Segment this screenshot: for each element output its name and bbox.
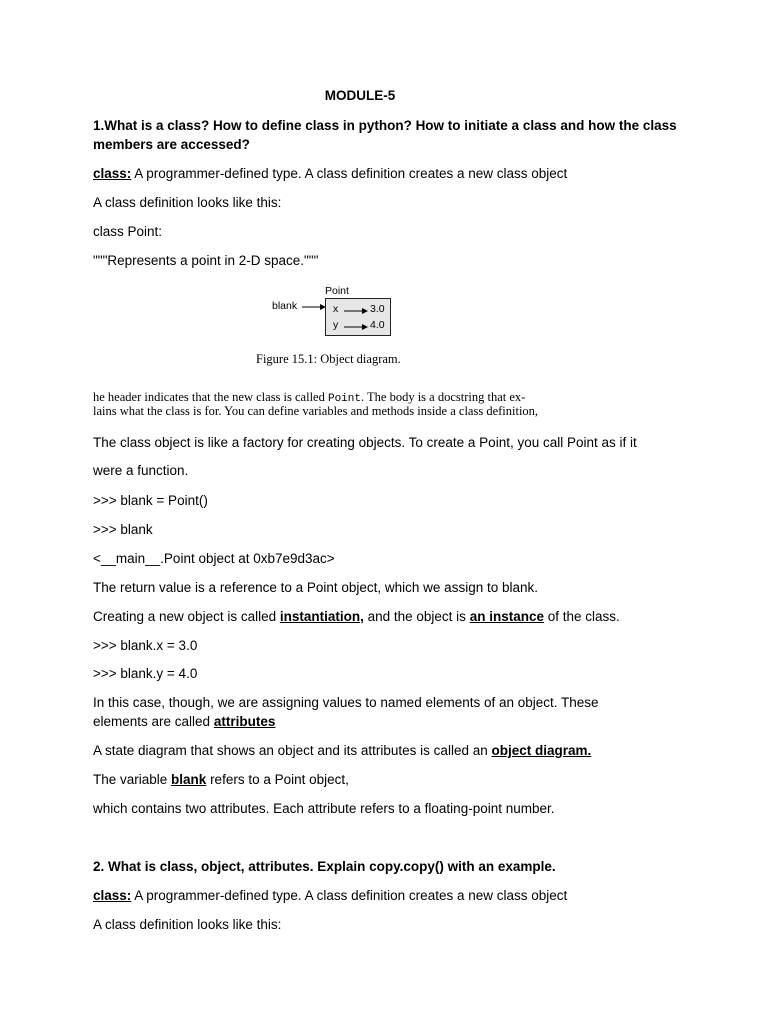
object-diagram-text: A state diagram that shows an object and its attributes is called an <box>93 743 492 758</box>
class-definition-text: A programmer-defined type. A class definition creates a new class object <box>131 166 568 181</box>
variable-text: The variable <box>93 772 172 787</box>
instantiation-text: Creating a new object is called <box>93 609 280 624</box>
question-1-line-2: members are accessed? <box>93 137 250 152</box>
paragraph-object-diagram <box>93 742 591 760</box>
book-excerpt-text: . The body is a docstring that ex- <box>361 390 526 404</box>
variable-text: refers to a Point object, <box>206 772 349 787</box>
instantiation-text: and the object is <box>363 609 470 624</box>
book-excerpt-cut-off-line <box>93 415 593 421</box>
figure-value-y: 4.0 <box>370 319 385 331</box>
code-blank-x: >>> blank.x = 3.0 <box>93 638 198 653</box>
blank-term: blank <box>171 772 207 787</box>
code-blank-point: >>> blank = Point() <box>93 493 208 508</box>
paragraph-instantiation <box>93 608 620 626</box>
object-diagram-term: object diagram. <box>491 743 592 758</box>
code-docstring: """Represents a point in 2-D space.""" <box>93 253 319 268</box>
attributes-term: attributes <box>213 714 276 729</box>
figure-arrow-blank <box>302 302 326 312</box>
book-excerpt-text: he header indicates that the new class is called <box>93 390 328 404</box>
code-class-point: class Point: <box>93 224 163 239</box>
figure-value-x: 3.0 <box>370 303 385 315</box>
paragraph-attributes-line-2 <box>93 713 275 731</box>
class-definition <box>93 165 567 183</box>
attributes-text: elements are called <box>93 714 214 729</box>
object-diagram-figure <box>250 282 450 372</box>
class-definition-2 <box>93 887 567 905</box>
book-excerpt-line-2: lains what the class is for. You can define variables and methods inside a class definition, <box>93 404 539 418</box>
page-title: MODULE-5 <box>324 88 396 103</box>
figure-attr-x: x <box>333 303 339 315</box>
paragraph-class-def-looks-2: A class definition looks like this: <box>93 917 282 932</box>
instantiation-text: of the class. <box>543 609 620 624</box>
paragraph-variable-blank <box>93 771 349 789</box>
figure-arrow-y <box>344 322 368 332</box>
figure-caption: Figure 15.1: Object diagram. <box>256 352 401 366</box>
paragraph-factory-line-2: were a function. <box>93 463 189 478</box>
class-definition-text: A programmer-defined type. A class definition creates a new class object <box>131 888 568 903</box>
paragraph-class-def-looks: A class definition looks like this: <box>93 195 282 210</box>
paragraph-contains-attributes: which contains two attributes. Each attribute refers to a floating-point number. <box>93 801 555 816</box>
code-blank-y: >>> blank.y = 4.0 <box>93 666 198 681</box>
code-output: <__main__.Point object at 0xb7e9d3ac> <box>93 551 335 566</box>
code-blank: >>> blank <box>93 522 153 537</box>
class-term: class: <box>93 888 132 903</box>
paragraph-attributes-line-1: In this case, though, we are assigning values to named elements of an object. These <box>93 695 599 710</box>
figure-attr-y: y <box>333 319 339 331</box>
class-term: class: <box>93 166 132 181</box>
figure-class-label: Point <box>325 285 349 297</box>
figure-variable-label: blank <box>272 300 298 312</box>
figure-arrow-x <box>344 306 368 316</box>
instantiation-term: instantiation, <box>279 609 364 624</box>
question-2: 2. What is class, object, attributes. Explain copy.copy() with an example. <box>93 859 556 874</box>
question-1-line-1: 1.What is a class? How to define class in python? How to initiate a class and how the class <box>93 118 677 133</box>
paragraph-factory-line-1: The class object is like a factory for creating objects. To create a Point, you call Point as if it <box>93 435 637 450</box>
instance-term: an instance <box>469 609 544 624</box>
book-excerpt-code: Point <box>327 393 361 405</box>
paragraph-return-value: The return value is a reference to a Point object, which we assign to blank. <box>93 580 538 595</box>
